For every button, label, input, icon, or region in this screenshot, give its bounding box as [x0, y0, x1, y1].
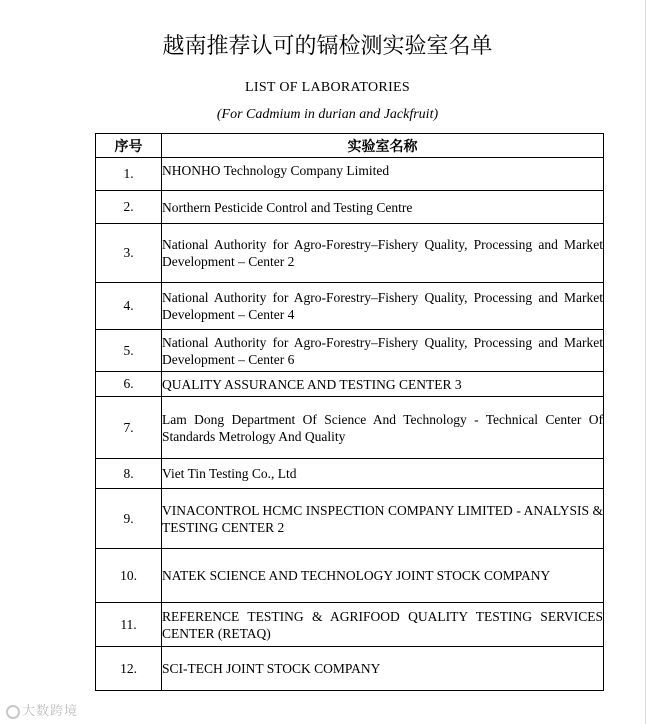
row-number: 11.: [96, 603, 162, 647]
row-number: 7.: [96, 397, 162, 459]
table-row: [96, 459, 604, 489]
table-row: [96, 330, 604, 372]
lab-name: National Authority for Agro-Forestry–Fishery Quality, Processing and Market Development – Center 2: [162, 224, 604, 283]
lab-name: Northern Pesticide Control and Testing Centre: [162, 191, 604, 224]
table-row: [96, 372, 604, 397]
table-row: [96, 283, 604, 330]
lab-name: SCI-TECH JOINT STOCK COMPANY: [162, 647, 604, 691]
lab-name: VINACONTROL HCMC INSPECTION COMPANY LIMITED - ANALYSIS & TESTING CENTER 2: [162, 489, 604, 549]
row-number: 9.: [96, 489, 162, 549]
table-row: [96, 158, 604, 191]
watermark-text: 大数跨境: [22, 704, 79, 719]
document-note: (For Cadmium in durian and Jackfruit): [216, 107, 439, 122]
row-number: 1.: [96, 158, 162, 191]
lab-name: REFERENCE TESTING & AGRIFOOD QUALITY TESTING SERVICES CENTER (RETAQ): [162, 603, 604, 647]
table-row: [96, 224, 604, 283]
lab-name: NHONHO Technology Company Limited: [162, 158, 604, 191]
lab-name: NATEK SCIENCE AND TECHNOLOGY JOINT STOCK COMPANY: [162, 549, 604, 603]
lab-name: QUALITY ASSURANCE AND TESTING CENTER 3: [162, 372, 604, 397]
row-number: 5.: [96, 330, 162, 372]
row-number: 6.: [96, 372, 162, 397]
lab-name: Viet Tin Testing Co., Ltd: [162, 459, 604, 489]
header-serial-number: 序号: [96, 134, 162, 158]
table-row: [96, 489, 604, 549]
document-title: 越南推荐认可的镉检测实验室名单: [162, 34, 493, 59]
row-number: 8.: [96, 459, 162, 489]
header-lab-name: 实验室名称: [162, 134, 604, 158]
lab-name: National Authority for Agro-Forestry–Fishery Quality, Processing and Market Development – Center 6: [162, 330, 604, 372]
document-subtitle: LIST OF LABORATORIES: [245, 80, 410, 95]
table-row: [96, 549, 604, 603]
watermark: [6, 700, 78, 719]
table-header-row: [96, 134, 604, 158]
row-number: 4.: [96, 283, 162, 330]
laboratory-table: [95, 133, 604, 691]
lab-name: National Authority for Agro-Forestry–Fishery Quality, Processing and Market Development – Center 4: [162, 283, 604, 330]
brand-logo-icon: [6, 705, 20, 719]
row-number: 12.: [96, 647, 162, 691]
row-number: 2.: [96, 191, 162, 224]
lab-name: Lam Dong Department Of Science And Technology - Technical Center Of Standards Metrology And Quality: [162, 397, 604, 459]
row-number: 10.: [96, 549, 162, 603]
table-row: [96, 647, 604, 691]
table-row: [96, 397, 604, 459]
table-row: [96, 191, 604, 224]
row-number: 3.: [96, 224, 162, 283]
table-row: [96, 603, 604, 647]
